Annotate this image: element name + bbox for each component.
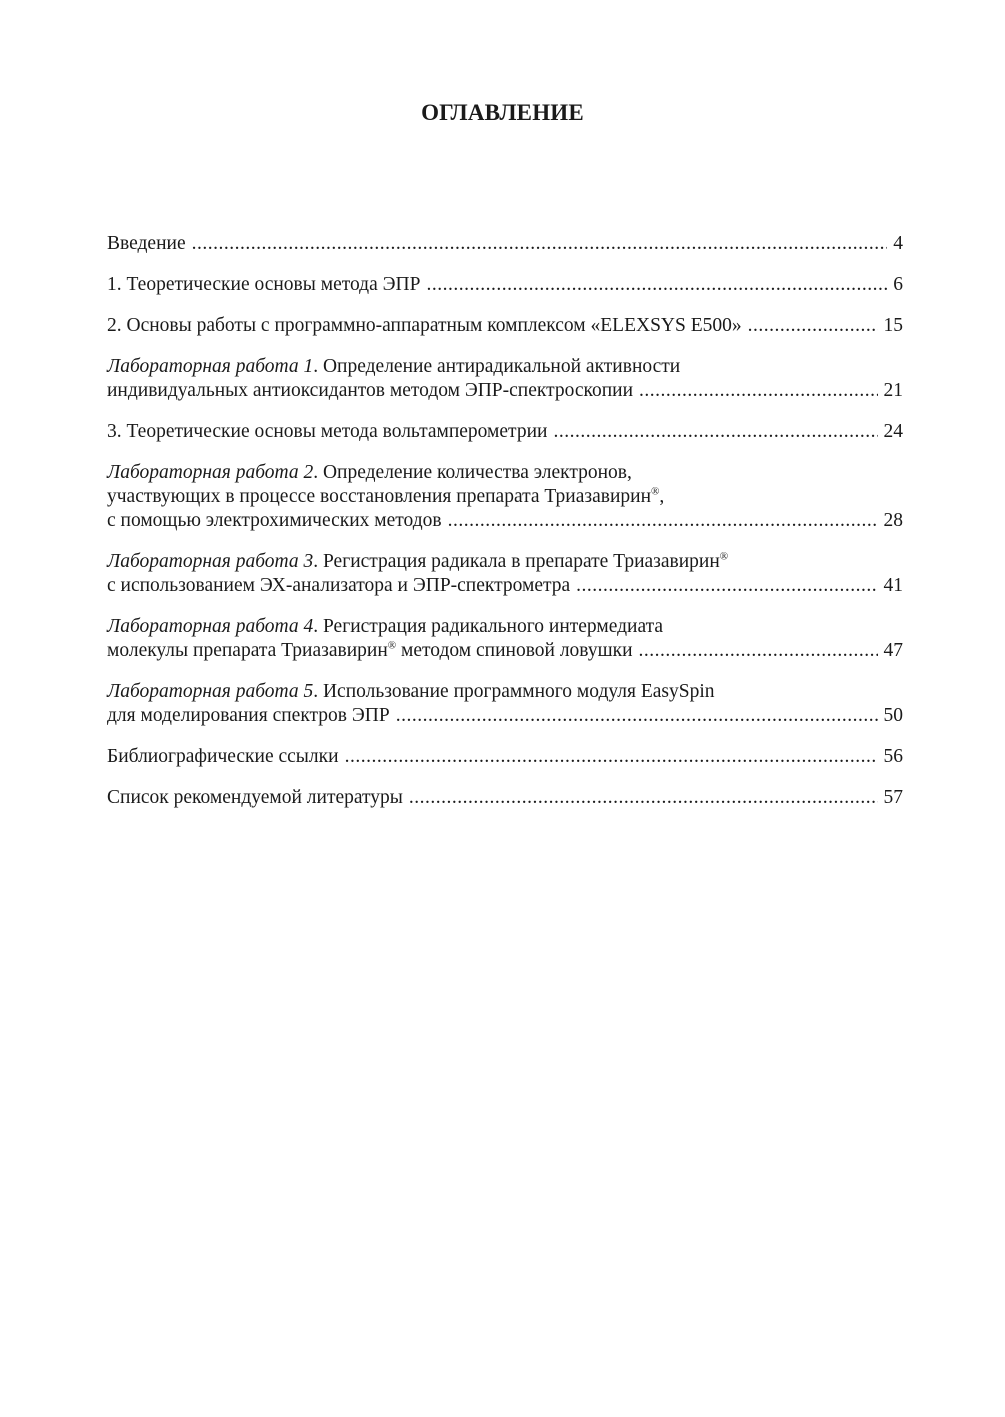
toc-entry-introduction[interactable] — [107, 232, 903, 256]
toc-entry-title: Список рекомендуемой литературы — [107, 787, 403, 808]
toc-entry-title-continued: методом спиновой ловушки — [396, 640, 633, 661]
toc-page-number: 41 — [883, 575, 903, 596]
page-title: ОГЛАВЛЕНИЕ — [421, 100, 584, 125]
toc-entry-recommended-literature[interactable] — [107, 786, 903, 810]
toc-page-number: 47 — [883, 640, 903, 661]
toc-entry-chapter-1[interactable] — [107, 273, 903, 297]
toc-page-number: 24 — [883, 421, 903, 442]
toc-entry-title: . Определение антирадикальной активности — [313, 356, 681, 377]
toc-entry-title-continued: участвующих в процессе восстановления препарата Триазавирин — [107, 486, 652, 507]
toc-entry-title: 3. Теоретические основы метода вольтамперометрии — [107, 421, 548, 442]
dot-leader — [748, 314, 878, 338]
toc-entry-title-continued: индивидуальных антиоксидантов методом ЭПР-спектроскопии — [107, 380, 634, 401]
toc-line — [107, 420, 903, 444]
toc-entry-punctuation: , — [659, 486, 665, 507]
toc-entry-title: Библиографические ссылки — [107, 746, 339, 767]
registered-mark: ® — [387, 639, 397, 652]
toc-line — [107, 639, 903, 663]
toc-line — [107, 355, 903, 379]
toc-entry-lab-3[interactable] — [107, 550, 903, 598]
toc-entry-title: Введение — [107, 233, 186, 254]
toc-entry-bibliography[interactable] — [107, 745, 903, 769]
toc-page-number: 21 — [883, 380, 903, 401]
registered-mark: ® — [719, 550, 729, 563]
table-of-contents — [107, 232, 903, 827]
toc-line — [107, 574, 903, 598]
toc-page-number: 6 — [893, 274, 903, 295]
dot-leader — [345, 745, 878, 769]
toc-entry-title: 1. Теоретические основы метода ЭПР — [107, 274, 421, 295]
toc-entry-lab-2[interactable] — [107, 461, 903, 533]
toc-entry-title: . Регистрация радикала в препарате Триазавирин — [313, 551, 720, 572]
dot-leader — [409, 786, 878, 810]
toc-line — [107, 379, 903, 403]
toc-line — [107, 485, 903, 509]
toc-line — [107, 786, 903, 810]
toc-entry-chapter-2[interactable] — [107, 314, 903, 338]
toc-page-number: 15 — [883, 315, 903, 336]
toc-entry-title: . Определение количества электронов, — [313, 462, 632, 483]
toc-line — [107, 273, 903, 297]
lab-label: Лабораторная работа 1 — [107, 356, 314, 377]
toc-line — [107, 680, 903, 704]
lab-label: Лабораторная работа 3 — [107, 551, 314, 572]
dot-leader — [396, 704, 878, 728]
dot-leader — [639, 639, 878, 663]
toc-line — [107, 509, 903, 533]
toc-line — [107, 232, 903, 256]
toc-page-number: 56 — [883, 746, 903, 767]
toc-page-number: 4 — [893, 233, 903, 254]
toc-entry-title-continued: молекулы препарата Триазавирин — [107, 640, 388, 661]
toc-entry-title: . Использование программного модуля EasySpin — [313, 681, 715, 702]
lab-label: Лабораторная работа 2 — [107, 462, 314, 483]
toc-line — [107, 704, 903, 728]
toc-line — [107, 461, 903, 485]
toc-line — [107, 550, 903, 574]
toc-entry-lab-5[interactable] — [107, 680, 903, 728]
dot-leader — [639, 379, 877, 403]
toc-entry-title-continued: с помощью электрохимических методов — [107, 510, 442, 531]
toc-page-number: 50 — [883, 705, 903, 726]
toc-entry-title: 2. Основы работы с программно-аппаратным комплексом «ELEXSYS E500» — [107, 315, 742, 336]
toc-entry-title-continued: с использованием ЭХ-анализатора и ЭПР-спектрометра — [107, 575, 571, 596]
registered-mark: ® — [651, 485, 660, 498]
toc-entry-lab-4[interactable] — [107, 615, 903, 663]
toc-line — [107, 314, 903, 338]
dot-leader — [448, 509, 878, 533]
toc-entry-chapter-3[interactable] — [107, 420, 903, 444]
toc-line — [107, 745, 903, 769]
toc-entry-title: . Регистрация радикального интермедиата — [313, 616, 664, 637]
toc-line — [107, 615, 903, 639]
toc-page-number: 57 — [883, 787, 903, 808]
toc-entry-title-continued: для моделирования спектров ЭПР — [107, 705, 390, 726]
dot-leader — [426, 273, 887, 297]
dot-leader — [192, 232, 888, 256]
toc-page-number: 28 — [883, 510, 903, 531]
dot-leader — [553, 420, 877, 444]
dot-leader — [576, 574, 877, 598]
lab-label: Лабораторная работа 5 — [107, 681, 314, 702]
lab-label: Лабораторная работа 4 — [107, 616, 314, 637]
toc-entry-lab-1[interactable] — [107, 355, 903, 403]
